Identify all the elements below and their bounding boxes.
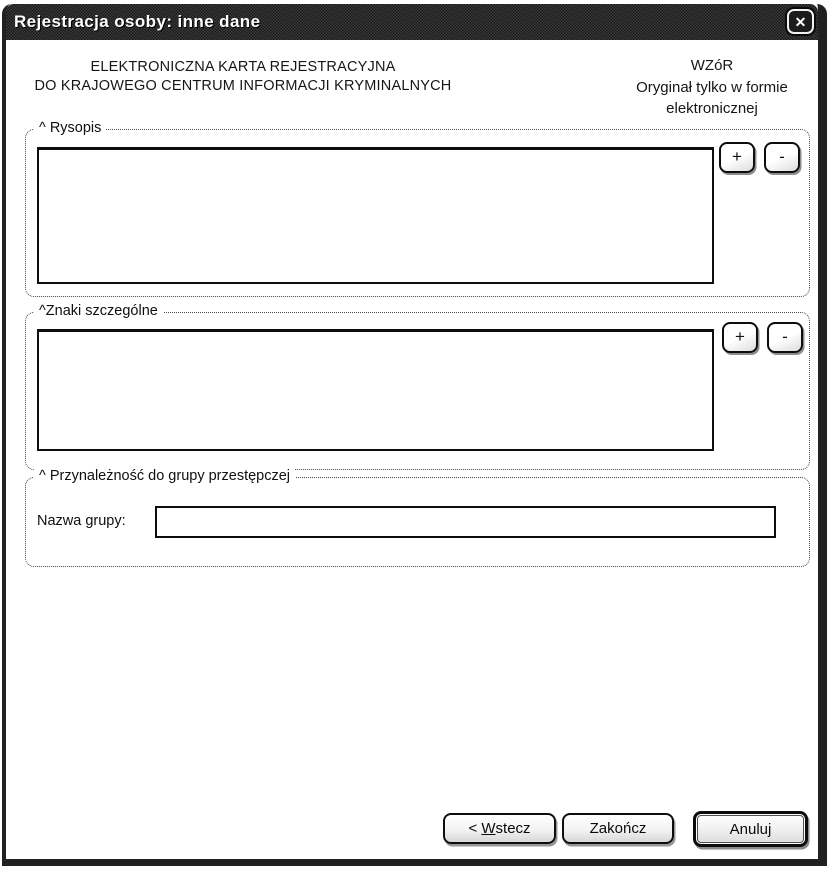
- finish-button[interactable]: Zakończ: [562, 813, 674, 844]
- plus-icon: +: [732, 147, 742, 166]
- close-icon: ✕: [794, 13, 807, 30]
- minus-icon: -: [779, 147, 785, 166]
- rysopis-remove-button[interactable]: [764, 142, 800, 173]
- group-rysopis-legend: ^ Rysopis: [34, 120, 106, 136]
- group-znaki-szczegolne: [25, 303, 810, 470]
- znaki-remove-button[interactable]: [767, 322, 803, 353]
- back-label-suffix: stecz: [495, 820, 531, 837]
- cancel-button[interactable]: Anuluj: [697, 815, 804, 843]
- cancel-button-frame: [693, 811, 808, 847]
- group-rysopis: [25, 120, 810, 297]
- plus-icon: +: [735, 327, 745, 346]
- window-title: Rejestracja osoby: inne dane: [14, 12, 261, 31]
- minus-icon: -: [782, 327, 788, 346]
- nazwa-grupy-label: Nazwa grupy:: [37, 513, 126, 529]
- dialog-window: [2, 4, 827, 866]
- nazwa-grupy-input[interactable]: [155, 506, 776, 538]
- back-button[interactable]: [443, 813, 556, 844]
- back-label-prefix: <: [468, 820, 482, 837]
- group-grupa-legend: ^ Przynależność do grupy przestępczej: [34, 468, 295, 484]
- rysopis-add-button[interactable]: [719, 142, 755, 173]
- rysopis-textarea[interactable]: [37, 147, 714, 284]
- form-heading: [22, 58, 464, 96]
- group-znaki-legend: ^Znaki szczególne: [34, 303, 163, 319]
- form-watermark: [612, 55, 812, 120]
- form-heading-line2: DO KRAJOWEGO CENTRUM INFORMACJI KRYMINALNYCH: [34, 78, 452, 94]
- watermark-line3: elektronicznej: [666, 100, 758, 117]
- znaki-add-button[interactable]: [722, 322, 758, 353]
- group-grupa-przestepcza: [25, 468, 810, 567]
- znaki-szczegolne-textarea[interactable]: [37, 329, 714, 451]
- titlebar: [6, 4, 818, 40]
- watermark-line1: WZóR: [690, 57, 734, 74]
- form-heading-line1: ELEKTRONICZNA KARTA REJESTRACYJNA: [90, 59, 396, 75]
- back-label-accelerator: W: [481, 820, 496, 837]
- watermark-line2: Oryginał tylko w formie: [636, 78, 788, 96]
- close-button[interactable]: [787, 9, 814, 34]
